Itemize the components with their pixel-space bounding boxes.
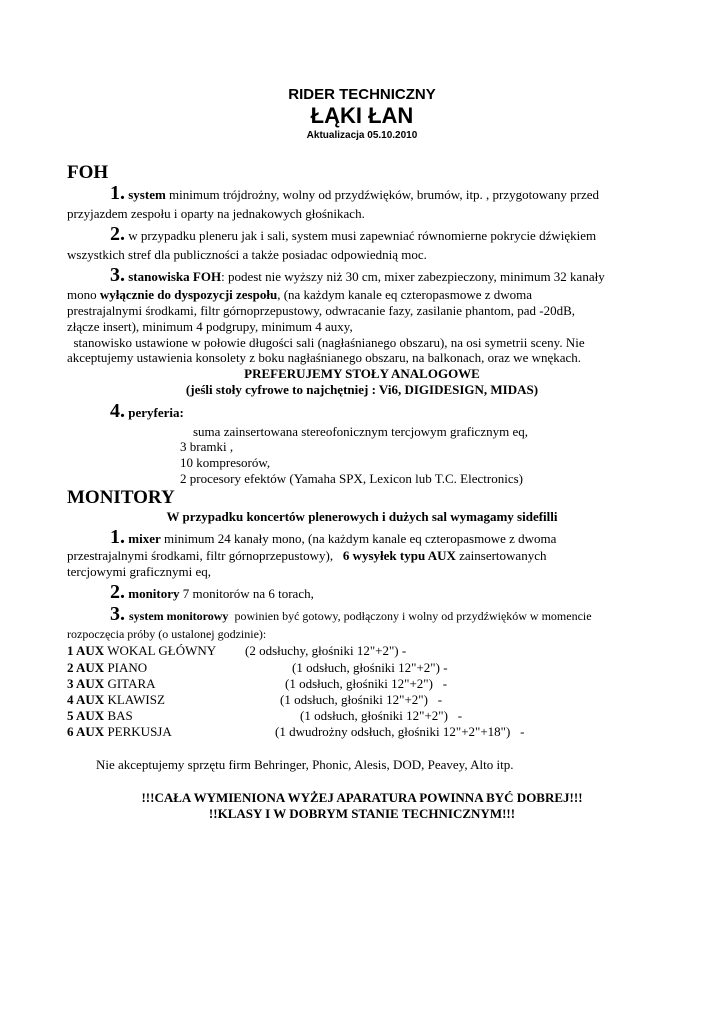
item-text: zainsertowanych <box>455 548 547 563</box>
preferred-digital: (jeśli stoły cyfrowe to najchętniej : Vi6, DIGIDESIGN, MIDAS) <box>185 382 539 397</box>
item-number: 1. <box>110 182 125 204</box>
foh-item-3-line-1 <box>110 264 605 287</box>
warning-line-1: !!!CAŁA WYMIENIONA WYŻEJ APARATURA POWINNA BYĆ DOBREJ!!! <box>141 790 583 805</box>
item-text: w przypadku pleneru jak i sali, system musi zapewniać równomierne pokrycie dźwiękiem <box>125 228 597 243</box>
aux-name: PERKUSJA <box>104 724 172 739</box>
aux-id: 6 AUX <box>67 724 105 739</box>
item-emphasis: wyłącznie do dyspozycji zespołu <box>99 287 278 302</box>
aux-name: WOKAL GŁÓWNY <box>104 643 217 658</box>
update-date: Aktualizacja 05.10.2010 <box>306 130 418 141</box>
aux-id: 2 AUX <box>67 660 105 675</box>
foh-item-3-line-3: prestrajalnymi środkami, filtr górnoprzepustowy, odwracanie fazy, zasilanie phantom, pad -20dB, <box>67 303 576 318</box>
monitors-item-2 <box>110 581 314 604</box>
item-number: 3. <box>110 264 125 286</box>
item-text: : podest nie wyższy niż 30 cm, mixer zabezpieczony, minimum 32 kanały <box>221 269 605 284</box>
aux-desc: (1 odsłuch, głośniki 12"+2") - <box>292 660 448 675</box>
document-title: RIDER TECHNICZNY <box>288 86 436 103</box>
peripheral-line: 3 bramki , <box>180 439 234 454</box>
monitors-item-1-line-3: tercjowymi graficznymi eq, <box>67 564 212 579</box>
aux-row-id <box>67 660 147 676</box>
item-number: 1. <box>110 526 125 548</box>
foh-item-1-line-1 <box>110 182 599 205</box>
item-label: system monitorowy <box>129 609 229 623</box>
aux-desc: (1 odsłuch, głośniki 12"+2") - <box>280 692 443 707</box>
not-accepted-brands: Nie akceptujemy sprzętu firm Behringer, Phonic, Alesis, DOD, Peavey, Alto itp. <box>96 757 514 772</box>
item-text: minimum 24 kanały mono, (na każdym kanale eq czteropasmowe z dwoma <box>160 531 557 546</box>
item-label: monitory <box>128 586 180 601</box>
monitors-heading: MONITORY <box>67 487 175 508</box>
aux-id: 1 AUX <box>67 643 105 658</box>
item-text: mono <box>67 287 100 302</box>
foh-item-3-line-2 <box>67 287 532 303</box>
peripheral-line: 10 kompresorów, <box>180 455 271 470</box>
aux-row-id <box>67 724 172 740</box>
item-emphasis: 6 wysyłek typu AUX <box>342 548 456 563</box>
item-text: powinien być gotowy, podłączony i wolny od przydźwięków w momencie <box>228 609 592 623</box>
aux-row-id <box>67 676 156 692</box>
foh-item-2-line-2: wszystkich stref dla publiczności a także posiadac odpowiednią moc. <box>67 247 427 262</box>
foh-item-3-line-4: złącze insert), minimum 4 podgrupy, minimum 4 auxy, <box>67 319 353 334</box>
item-label: stanowiska FOH <box>128 269 222 284</box>
aux-name: GITARA <box>104 676 156 691</box>
item-number: 3. <box>110 603 125 625</box>
band-name: ŁĄKI ŁAN <box>310 103 414 128</box>
item-label: peryferia: <box>128 405 184 420</box>
item-number: 2. <box>110 223 125 245</box>
item-text: , (na każdym kanale eq czteropasmowe z dwoma <box>277 287 533 302</box>
foh-item-3-line-5: stanowisko ustawione w połowie długości sali (nagłaśnianego obszaru), na osi symetrii sceny. Nie <box>67 335 585 350</box>
aux-desc: (1 odsłuch, głośniki 12"+2") - <box>300 708 463 723</box>
aux-id: 4 AUX <box>67 692 105 707</box>
item-label: mixer <box>128 531 161 546</box>
aux-row-id <box>67 643 216 659</box>
item-text: minimum trójdrożny, wolny od przydźwięków, brumów, itp. , przygotowany przed <box>165 187 600 202</box>
aux-desc: (1 dwudrożny odsłuch, głośniki 12"+2"+18") - <box>275 724 525 739</box>
peripheral-line: 2 procesory efektów (Yamaha SPX, Lexicon lub T.C. Electronics) <box>180 471 523 486</box>
item-number: 4. <box>110 400 125 422</box>
monitors-item-3-line-2: rozpoczęcia próby (o ustalonej godzinie): <box>67 627 267 641</box>
item-text: 7 monitorów na 6 torach, <box>179 586 314 601</box>
aux-desc: (2 odsłuchy, głośniki 12"+2") - <box>245 643 407 658</box>
aux-name: KLAWISZ <box>104 692 165 707</box>
aux-id: 5 AUX <box>67 708 105 723</box>
warning-line-2: !!KLASY I W DOBRYM STANIE TECHNICZNYM!!! <box>208 806 516 821</box>
item-text: przestrajalnymi środkami, filtr górnoprzepustowy), <box>67 548 343 563</box>
item-number: 2. <box>110 581 125 603</box>
foh-item-1-line-2: przyjazdem zespołu i oparty na jednakowych głośnikach. <box>67 206 365 221</box>
peripheral-line: suma zainsertowana stereofonicznym tercjowym graficznym eq, <box>193 424 528 439</box>
aux-name: PIANO <box>104 660 148 675</box>
preferred-analog: PREFERUJEMY STOŁY ANALOGOWE <box>244 366 480 381</box>
monitors-item-1-line-2 <box>67 548 546 564</box>
foh-item-3-line-6: akceptujemy ustawienia konsolety z boku nagłaśnianego obszaru, na balkonach, oraz we wnękach. <box>67 350 582 365</box>
foh-heading: FOH <box>67 162 109 183</box>
sidefill-note: W przypadku koncertów plenerowych i dużych sal wymagamy sidefilli <box>166 509 558 524</box>
foh-item-2-line-1 <box>110 223 596 246</box>
foh-item-4-line-1 <box>110 400 184 423</box>
aux-row-id <box>67 692 165 708</box>
monitors-item-3-line-1 <box>110 603 592 626</box>
aux-id: 3 AUX <box>67 676 105 691</box>
item-label: system <box>128 187 166 202</box>
aux-row-id <box>67 708 133 724</box>
aux-desc: (1 odsłuch, głośniki 12"+2") - <box>285 676 448 691</box>
monitors-item-1-line-1 <box>110 526 556 549</box>
aux-name: BAS <box>104 708 133 723</box>
